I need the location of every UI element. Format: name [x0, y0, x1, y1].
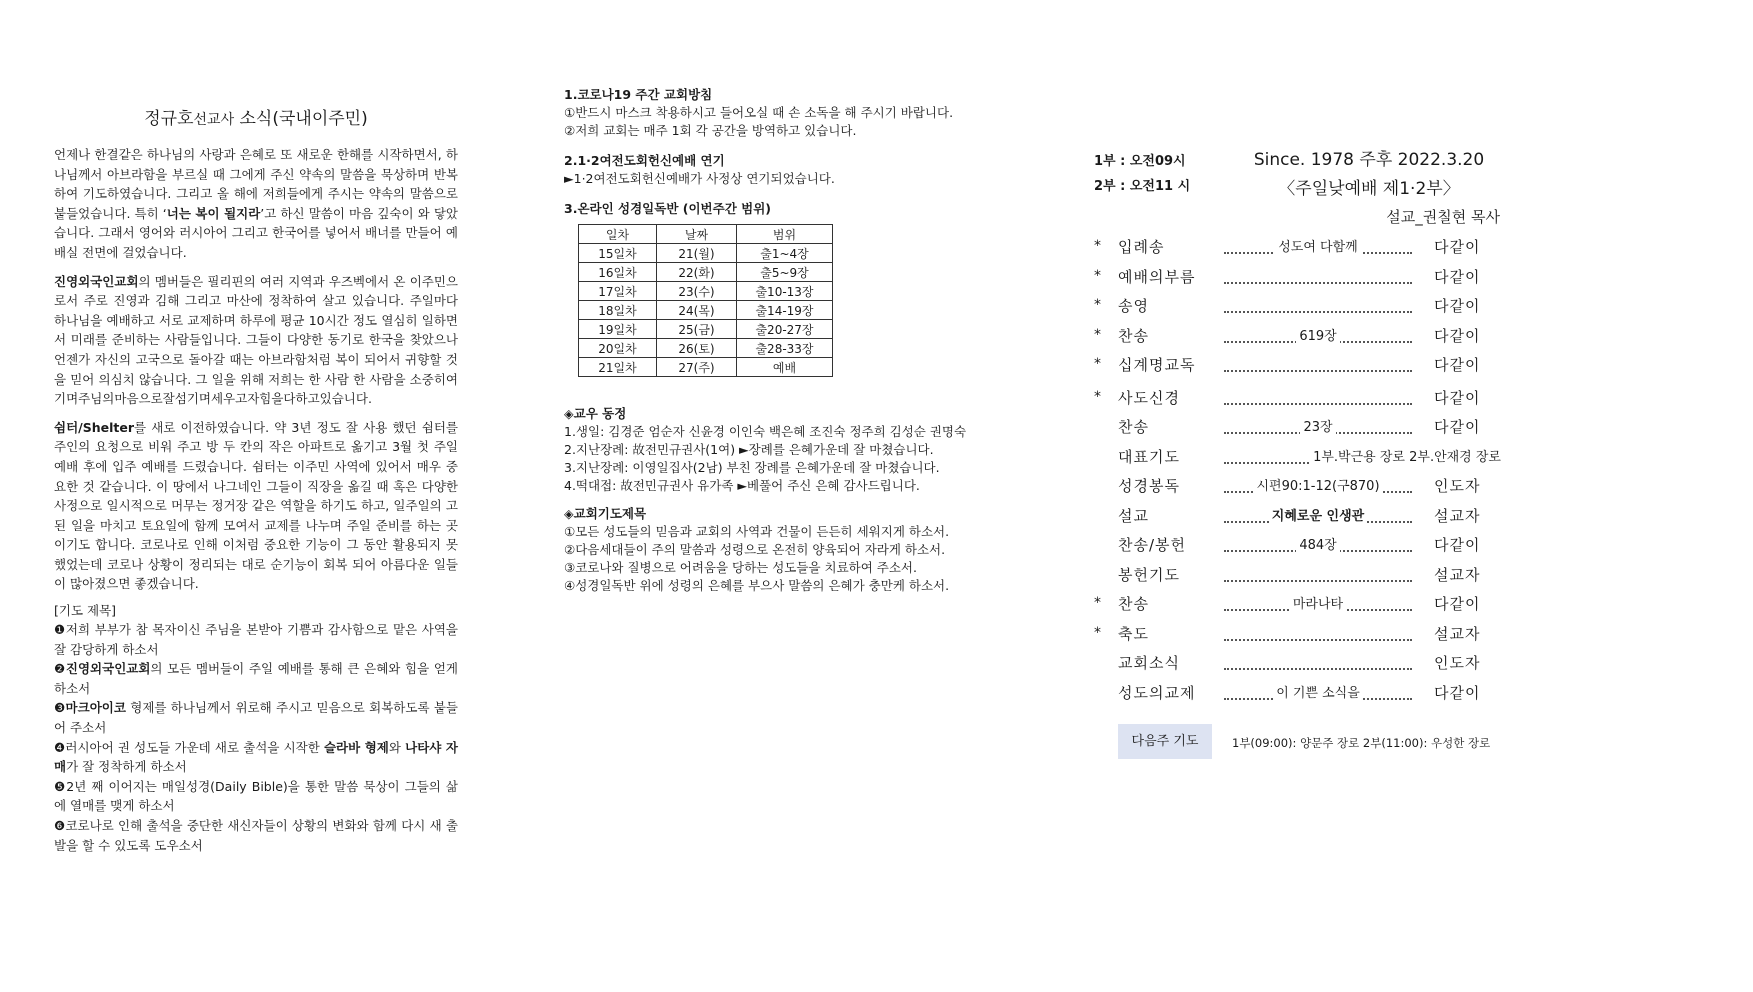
table-cell: 21(월): [657, 244, 737, 263]
prayer-item: ❶저희 부부가 참 목자이신 주님을 본받아 기쁨과 감사함으로 맡은 사역을 잘 감당하게 하소서: [54, 622, 458, 657]
prayer-item: ❸마크아이코 형제를 하나님께서 위로해 주시고 믿음으로 회복하도록 붙들어 주소서: [54, 700, 458, 736]
worship-order-item: [1094, 234, 1502, 264]
notice-members-line: 3.지난장례: 이영일집사(2남) 부친 장례를 은혜가운데 잘 마쳤습니다.: [564, 460, 940, 475]
table-cell: 21일차: [579, 358, 657, 377]
preacher-name: 설교_권칠현 목사: [1386, 208, 1500, 226]
worship-order-item: [1094, 444, 1502, 474]
worship-order-leader: 설교자: [1434, 624, 1481, 643]
bible-reading-table: [578, 224, 833, 377]
dot-leader: [1224, 358, 1412, 372]
standing-mark: *: [1094, 297, 1101, 313]
worship-order-label: 찬송/봉헌: [1118, 536, 1187, 554]
worship-order-item: [1094, 473, 1502, 503]
worship-order-leader: 다같이: [1434, 683, 1481, 702]
standing-mark: *: [1094, 356, 1101, 372]
table-cell: 23(수): [657, 282, 737, 301]
prayer-item: ❹러시아어 권 성도들 가운데 새로 출석을 시작한 슬라바 형제와 나타샤 자매가 잘 정착하게 하소서: [54, 739, 458, 775]
dot-leader: [1224, 627, 1412, 641]
notice-members-line: 4.떡대접: 故전민규권사 유가족 ►베풀어 주신 은혜 감사드립니다.: [564, 478, 920, 493]
prayer-item: ❻코로나로 인해 출석을 중단한 새신자들이 상황의 변화와 함께 다시 새 출발을 할 수 있도록 도우소서: [54, 818, 458, 853]
table-cell: 16일차: [579, 263, 657, 282]
worship-order-detail: 이 기쁜 소식을: [1224, 682, 1412, 701]
notice-bible-reading-title: 3.온라인 성경일독반 (이번주간 범위): [564, 201, 771, 216]
table-cell: 22(화): [657, 263, 737, 282]
dot-leader: [1224, 656, 1412, 670]
service-times: [1094, 149, 1190, 199]
worship-order-item: [1094, 264, 1502, 294]
notice-prayer-line: ①모든 성도들의 믿음과 교회의 사역과 건물이 든든히 세워지게 하소서.: [564, 524, 950, 539]
worship-order-item: [1094, 532, 1502, 562]
worship-order-leader: 다같이: [1434, 418, 1481, 436]
worship-order-label: 교회소식: [1118, 654, 1180, 672]
service-time-2: 2부 : 오전11 시: [1094, 179, 1191, 194]
worship-order-leader: 설교자: [1434, 506, 1481, 525]
worship-order-item: [1094, 293, 1502, 323]
table-cell: 출20-27장: [737, 320, 833, 339]
worship-order-detail: 마라나타: [1224, 593, 1412, 612]
worship-order-label: 예배의부름: [1118, 267, 1196, 286]
prayer-item: ❷진영외국인교회의 모든 멤버들이 주일 예배를 통해 큰 은혜와 힘을 얻게 하소서: [54, 661, 458, 696]
worship-order-leader: 다같이: [1434, 388, 1481, 407]
standing-mark: *: [1094, 595, 1101, 611]
worship-order-list: [1094, 234, 1502, 709]
prayer-item: ❺2년 째 이어지는 매일성경(Daily Bible)을 통한 말씀 묵상이 그들의 삶에 열매를 맺게 하소서: [54, 778, 458, 814]
worship-order-label: 축도: [1118, 624, 1149, 643]
worship-order-label: 찬송: [1118, 418, 1149, 436]
table-cell: 25(금): [657, 320, 737, 339]
worship-order-detail: 1부.박근용 장로 2부.안재경 장로: [1226, 446, 1504, 465]
notice-covid-line: ①반드시 마스크 착용하시고 들어오실 때 손 소독을 해 주시기 바랍니다.: [564, 105, 954, 120]
worship-order-item: [1094, 323, 1502, 353]
worship-order-detail: 619장: [1224, 325, 1412, 344]
next-week-prayer-label: 다음주 기도: [1118, 724, 1212, 759]
since-date-line: Since. 1978 주후 2022.3.20: [1253, 150, 1485, 170]
service-time-1: 1부 : 오전09시: [1094, 154, 1186, 169]
table-header-row: [579, 225, 833, 244]
worship-order-label: 대표기도: [1118, 447, 1180, 466]
dot-leader: [1224, 391, 1412, 405]
notice-members-line: 1.생일: 김경준 엄순자 신윤경 이인숙 백은혜 조진숙 정주희 김성순 권명숙: [564, 424, 967, 439]
worship-order-leader: 다같이: [1434, 267, 1481, 286]
table-cell: 15일차: [579, 244, 657, 263]
worship-order-leader: 설교자: [1434, 565, 1481, 584]
worship-order-label: 십계명교독: [1118, 356, 1196, 374]
standing-mark: *: [1094, 326, 1101, 343]
table-row: [579, 320, 833, 339]
table-row: [579, 263, 833, 282]
worship-order-label: 성경봉독: [1118, 477, 1180, 495]
worship-order-label: 찬송: [1118, 595, 1149, 613]
worship-order-detail: 지혜로운 인생관: [1224, 505, 1412, 524]
table-row: [579, 244, 833, 263]
worship-order-leader: 다같이: [1434, 536, 1481, 554]
table-cell: 19일차: [579, 320, 657, 339]
worship-order-item: [1094, 414, 1502, 444]
worship-order-leader: 다같이: [1434, 238, 1481, 256]
worship-order-label: 성도의교제: [1118, 683, 1196, 702]
standing-mark: *: [1094, 388, 1101, 405]
worship-order-detail: 484장: [1224, 534, 1412, 553]
worship-order-label: 송영: [1118, 297, 1149, 315]
notice-prayer-line: ④성경일독반 위에 성령의 은혜를 부으사 말씀의 은혜가 충만케 하소서.: [564, 578, 950, 593]
worship-order-item: [1094, 591, 1502, 621]
prayer-topics-list: [54, 620, 458, 855]
missionary-news-title: 정규호선교사 소식(국내이주민): [144, 109, 368, 129]
worship-order-detail: 시편90:1-12(구870): [1224, 475, 1412, 494]
table-header-cell: 날짜: [657, 225, 737, 244]
table-row: [579, 339, 833, 358]
notice-prayer-title: ◈교회기도제목: [564, 506, 647, 521]
worship-order-leader: 다같이: [1434, 356, 1481, 374]
table-cell: 출14-19장: [737, 301, 833, 320]
notice-members-line: 2.지난장례: 故전민규권사(1여) ►장례를 은혜가운데 잘 마쳤습니다.: [564, 442, 934, 457]
news-paragraph-1: 언제나 한결같은 하나님의 사랑과 은혜로 또 새로운 한해를 시작하면서, 하나님께서 아브라함을 부르실 때 그에게 주신 약속의 말씀을 묵상하며 반복하여 기도하였습니다. 그리고 올 해에 저희들에게 주시는 약속의 말씀으로 붙들었습니다. 특히 ‘너는 복이 될지라’고 하신 말씀이 마음 깊숙이 와 닿았습니다. 그래서 영어와 러시아어 그리고 한국어를 넣어서 배너를 만들어 예배실 전면에 걸었습니다.: [54, 147, 458, 260]
dot-leader: [1224, 568, 1412, 582]
notice-covid-title: 1.코로나19 주간 교회방침: [564, 87, 713, 102]
news-paragraph-2: 진영외국인교회의 멤버들은 필리핀의 여러 지역과 우즈벡에서 온 이주민으로서 주로 진영과 김해 그리고 마산에 정착하여 살고 있습니다. 주일마다 하나님을 예배하고 서로 교제하며 하루에 평균 10시간 정도 열심히 일하면서 미래를 준비하는 사람들입니다. 그들이 다양한 동기로 한국을 찾았으나 언젠가 자신의 고국으로 돌아갈 때는 아브라함처럼 복이 되어서 귀향할 것을 믿어 의심치 않습니다. 그 일을 위해 저희는 한 사람 한 사람을 소중히여기며주님의마음으로잘섬기며세우고자힘을다하고있습니다.: [54, 273, 458, 407]
table-row: [579, 301, 833, 320]
table-cell: 출28-33장: [737, 339, 833, 358]
notice-postpone-line: ►1·2여전도회헌신예배가 사정상 연기되었습니다.: [564, 171, 835, 186]
worship-order-item: [1094, 680, 1502, 710]
table-row: [579, 358, 833, 377]
dot-leader: [1224, 270, 1412, 284]
notice-members-title: ◈교우 동정: [564, 406, 627, 421]
table-cell: 20일차: [579, 339, 657, 358]
worship-order-item: [1094, 352, 1502, 382]
table-cell: 24(목): [657, 301, 737, 320]
table-cell: 출1~4장: [737, 244, 833, 263]
standing-mark: *: [1094, 267, 1101, 284]
worship-order-item: [1094, 562, 1502, 592]
worship-order-item: [1094, 385, 1502, 415]
church-notices-column: [564, 86, 1004, 595]
table-cell: 예배: [737, 358, 833, 377]
next-week-prayer-text: 1부(09:00): 양문주 장로 2부(11:00): 우성한 장로: [1232, 736, 1491, 750]
worship-order-label: 사도신경: [1118, 388, 1180, 407]
table-header-cell: 범위: [737, 225, 833, 244]
table-cell: 27(주): [657, 358, 737, 377]
worship-order-leader: 인도자: [1434, 477, 1481, 495]
worship-order-leader: 다같이: [1434, 326, 1481, 345]
prayer-topics-heading: [기도 제목]: [54, 603, 117, 619]
worship-order-item: [1094, 621, 1502, 651]
worship-order-label: 설교: [1118, 506, 1149, 525]
worship-order-item: [1094, 503, 1502, 533]
table-cell: 17일차: [579, 282, 657, 301]
standing-mark: *: [1094, 238, 1101, 254]
worship-order-label: 입례송: [1118, 238, 1165, 256]
notice-covid-line: ②저희 교회는 매주 1회 각 공간을 방역하고 있습니다.: [564, 123, 857, 138]
table-cell: 26(토): [657, 339, 737, 358]
worship-order-leader: 다같이: [1434, 595, 1481, 613]
worship-order-label: 찬송: [1118, 326, 1149, 345]
service-name: 〈주일낮예배 제1·2부〉: [1278, 179, 1460, 199]
table-cell: 출5~9장: [737, 263, 833, 282]
table-cell: 18일차: [579, 301, 657, 320]
table-cell: 출10-13장: [737, 282, 833, 301]
worship-order-label: 봉헌기도: [1118, 565, 1180, 584]
notice-postpone-title: 2.1·2여전도회헌신예배 연기: [564, 153, 725, 168]
worship-order-detail: 성도여 다함께: [1224, 236, 1412, 255]
dot-leader: [1224, 299, 1412, 313]
news-paragraph-3: 쉼터/Shelter를 새로 이전하였습니다. 약 3년 정도 잘 사용 했던 쉼터를 주인의 요청으로 비워 주고 방 두 칸의 작은 아파트로 옮기고 3월 첫 주일 예배 후에 입주 예배를 드렸습니다. 쉼터는 이주민 사역에 있어서 매우 중요한 것 같습니다. 이 땅에서 나그네인 그들이 직장을 옮길 때 혹은 다양한 사정으로 일시적으로 머무는 정거장 같은 역할을 하기도 하고, 일주일의 고된 일을 마치고 토요일에 함께 모여서 교제를 나누며 주일 준비를 하는 곳이기도 합니다. 코로나로 인해 이처럼 중요한 기능이 그 동안 활용되지 못했었는데 코로나 상황이 정리되는 대로 순기능이 회복 되어 아름다운 일들이 많아졌으면 좋겠습니다.: [54, 419, 458, 592]
table-header-cell: 일차: [579, 225, 657, 244]
worship-order-leader: 인도자: [1434, 654, 1481, 672]
missionary-news-column: [54, 104, 458, 855]
table-row: [579, 282, 833, 301]
standing-mark: *: [1094, 624, 1101, 641]
notice-prayer-line: ③코로나와 질병으로 어려움을 당하는 성도들을 치료하여 주소서.: [564, 560, 917, 575]
notice-prayer-line: ②다음세대들이 주의 말씀과 성령으로 온전히 양육되어 자라게 하소서.: [564, 542, 946, 557]
worship-order-item: [1094, 650, 1502, 680]
worship-order-detail: 23장: [1224, 416, 1412, 435]
worship-order-leader: 다같이: [1434, 297, 1481, 315]
